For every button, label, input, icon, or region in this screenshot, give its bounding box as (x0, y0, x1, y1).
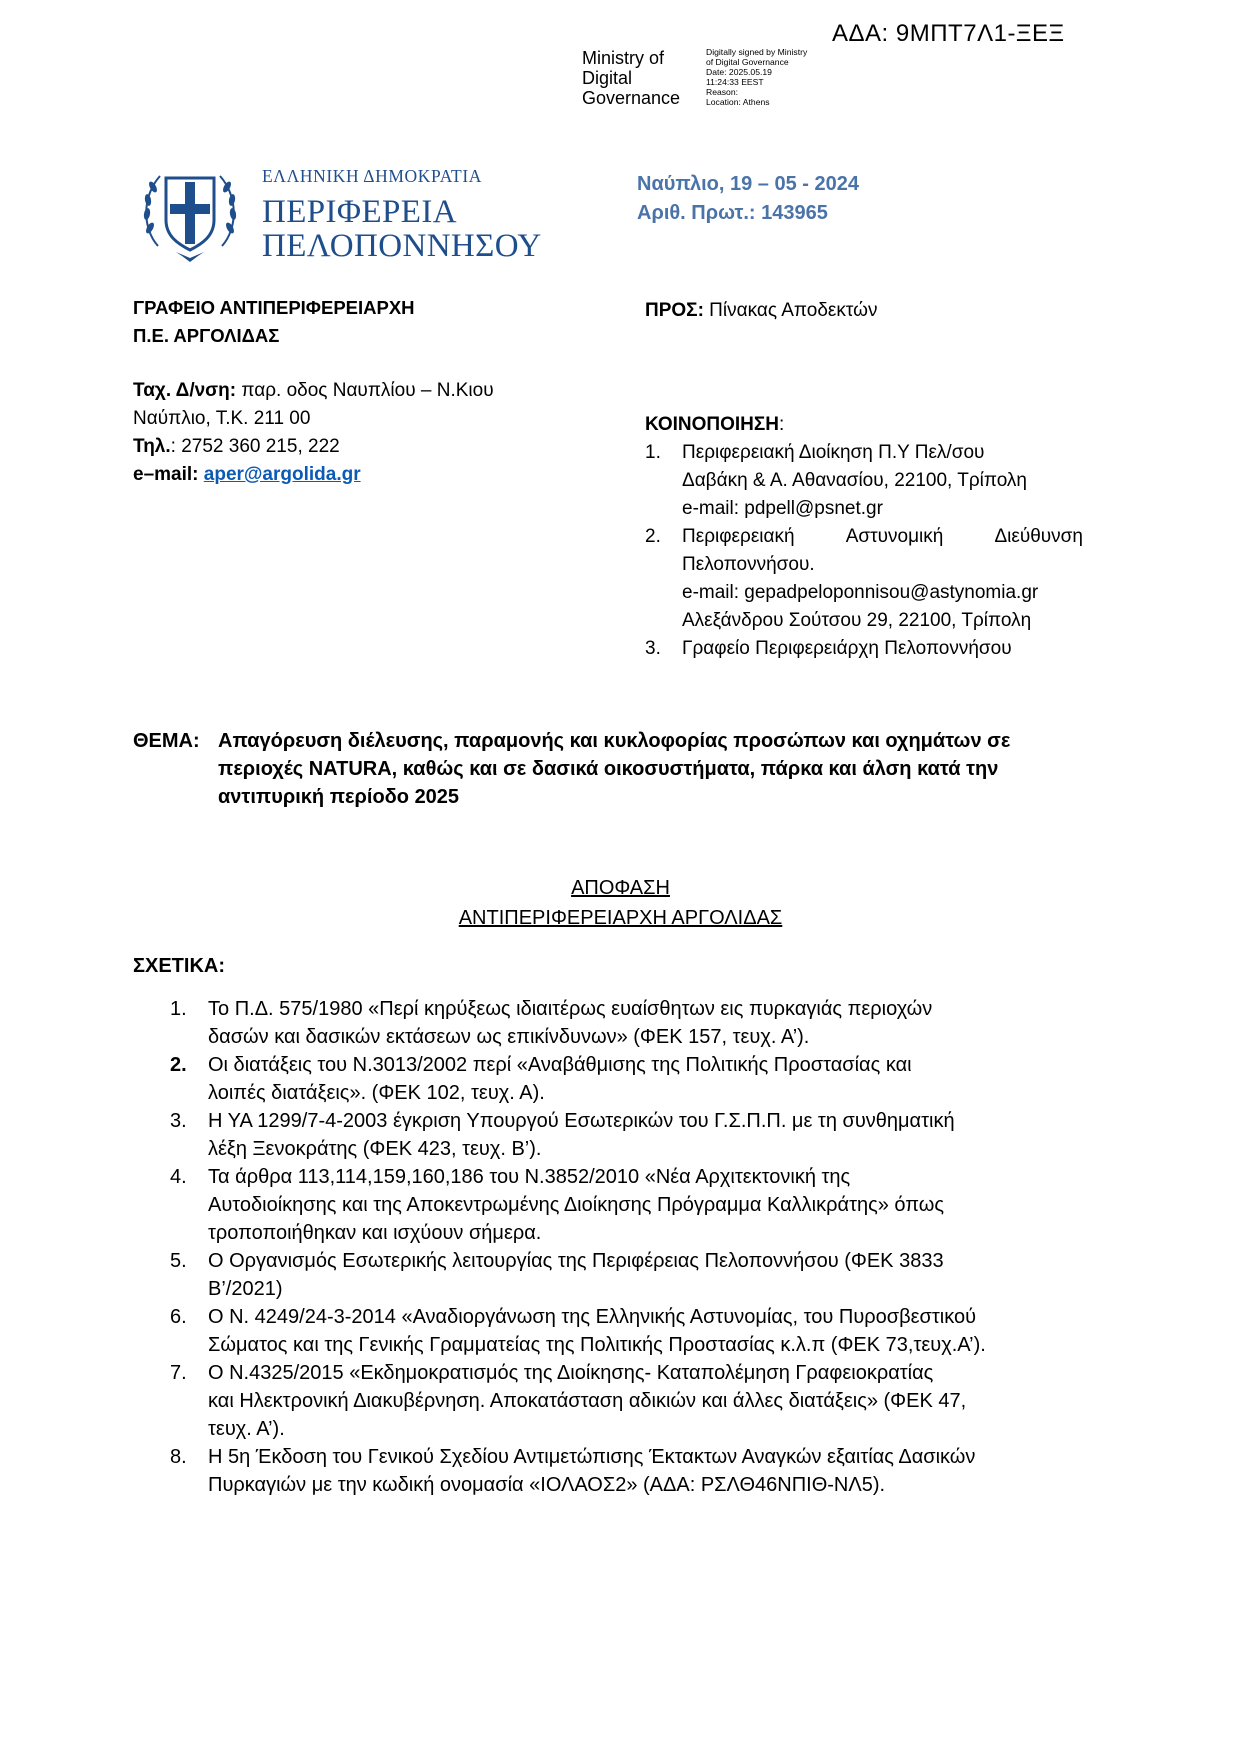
cc-item-line (682, 523, 1083, 551)
related-item-line: Ο Ν. 4249/24-3-2014 «Αναδιοργάνωση της Ελληνικής Αστυνομίας, του Πυροσβεστικού (208, 1306, 977, 1328)
related-item-line: Οι διατάξεις του Ν.3013/2002 περί «Αναβάθμισης της Πολιτικής Προστασίας και (208, 1054, 912, 1076)
signature-org-line: Digital (582, 68, 633, 88)
related-item (170, 1051, 1103, 1107)
signature-org-line: Governance (582, 88, 681, 108)
city-row: Ναύπλιο, Τ.Κ. 211 00 (133, 408, 311, 429)
phone-row (133, 433, 494, 461)
pros-value: Πίνακας Αποδεκτών (703, 300, 878, 321)
related-item-line: Ο Ν.4325/2015 «Εκδημοκρατισμός της Διοίκησης- Καταπολέμηση Γραφειοκρατίας (208, 1362, 934, 1384)
cc-word: Αστυνομική (845, 526, 944, 547)
related-item-line: τροποποιήθηκαν και ισχύουν σήμερα. (208, 1222, 542, 1244)
related-item-line: Τα άρθρα 113,114,159,160,186 του Ν.3852/2010 «Νέα Αρχιτεκτονική της (208, 1166, 851, 1188)
subject-block (133, 727, 1093, 811)
related-item-line: Η 5η Έκδοση του Γενικού Σχεδίου Αντιμετώπισης Έκτακτων Αναγκών εξαιτίας Δασικών (208, 1446, 976, 1468)
greek-emblem-icon (136, 158, 244, 266)
related-item-line: Β’/2021) (208, 1278, 283, 1300)
related-item-number: 8. (170, 1446, 187, 1468)
related-item (170, 1359, 1103, 1443)
related-item (170, 995, 1103, 1051)
related-item-number: 3. (170, 1110, 187, 1132)
address-value: παρ. οδος Ναυπλίου – Ν.Κιου (236, 380, 494, 401)
decision-heading (0, 873, 1241, 933)
protocol-number: Αριθ. Πρωτ.: 143965 (637, 202, 828, 224)
related-item-line: και Ηλεκτρονική Διακυβέρνηση. Αποκατάσταση αδικιών και άλλες διατάξεις» (ΦΕΚ 47, (208, 1390, 967, 1412)
signature-org-line: Ministry of (582, 48, 665, 68)
signature-meta-line: Date: 2025.05.19 (706, 67, 772, 77)
related-item (170, 1443, 1103, 1499)
contact-block (133, 377, 494, 489)
phone-value: : 2752 360 215, 222 (170, 436, 340, 457)
signature-meta (706, 47, 807, 107)
cc-item (645, 523, 1083, 635)
related-item-line: λοιπές διατάξεις». (ΦΕΚ 102, τευχ. Α). (208, 1082, 545, 1104)
related-item (170, 1303, 1103, 1359)
cc-item-line: e-mail: gepadpeloponnisou@astynomia.gr (682, 582, 1039, 603)
decision-subtitle: ΑΝΤΙΠΕΡΙΦΕΡΕΙΑΡΧΗ ΑΡΓΟΛΙΔΑΣ (458, 907, 783, 929)
related-item-line: Πυρκαγιών με την κωδική ονομασία «ΙΟΛΑΟΣ2» (ΑΔΑ: ΡΣΛΘ46ΝΠΙΘ-ΝΛ5). (208, 1474, 886, 1496)
cc-item-number: 3. (645, 638, 661, 659)
cc-title-row (645, 411, 1083, 439)
cc-item (645, 635, 1083, 663)
related-item-number: 6. (170, 1306, 187, 1328)
email-link[interactable]: aper@argolida.gr (203, 464, 361, 485)
org-line-1: ΕΛΛΗΝΙΚΗ ΔΗΜΟΚΡΑΤΙΑ (262, 166, 482, 186)
related-item-line: δασών και δασικών εκτάσεων ως επικίνδυνων» (ΦΕΚ 157, τευχ. Α’). (208, 1026, 810, 1048)
subject-line: περιοχές NATURA, καθώς και σε δασικά οικοσυστήματα, πάρκα και άλση κατά την (218, 758, 999, 780)
address-row (133, 377, 494, 405)
cc-block (645, 411, 1083, 663)
signature-org (582, 48, 680, 108)
related-item-number: 7. (170, 1362, 187, 1384)
cc-item-line: Αλεξάνδρου Σούτσου 29, 22100, Τρίπολη (682, 610, 1032, 631)
org-line-3: ΠΕΛΟΠΟΝΝΗΣΟΥ (262, 228, 542, 264)
related-item-number: 5. (170, 1250, 187, 1272)
cc-colon: : (779, 414, 785, 435)
related-item-line: Αυτοδιοίκησης και της Αποκεντρωμένης Διοίκησης Πρόγραμμα Καλλικράτης» όπως (208, 1194, 945, 1216)
email-label: e–mail: (133, 464, 204, 485)
subject-line: αντιπυρική περίοδο 2025 (218, 786, 460, 808)
related-item (170, 1247, 1103, 1303)
subject-label: ΘΕΜΑ: (133, 730, 200, 752)
org-line-2: ΠΕΡΙΦΕΡΕΙΑ (262, 194, 457, 230)
related-heading: ΣΧΕΤΙΚΑ: (133, 955, 226, 977)
cc-word: Περιφερειακή (682, 526, 795, 547)
subject-line: Απαγόρευση διέλευσης, παραμονής και κυκλοφορίας προσώπων και οχημάτων σε (218, 730, 1011, 752)
office-line-2: Π.Ε. ΑΡΓΟΛΙΔΑΣ (133, 325, 280, 346)
cc-item-line: Γραφείο Περιφερειάρχη Πελοποννήσου (682, 638, 1012, 659)
recipient-line (645, 297, 877, 325)
cc-item (645, 439, 1083, 523)
cc-item-number: 2. (645, 526, 661, 547)
related-item-number: 4. (170, 1166, 187, 1188)
signature-meta-line: of Digital Governance (706, 57, 789, 67)
office-line-1: ΓΡΑΦΕΙΟ ΑΝΤΙΠΕΡΙΦΕΡΕΙΑΡΧΗ (133, 297, 415, 318)
phone-label: Τηλ. (133, 436, 171, 457)
cc-item-line: Πελοποννήσου. (682, 554, 815, 575)
issuing-office (133, 294, 415, 350)
related-item-number: 2. (170, 1054, 187, 1076)
related-item-number: 1. (170, 998, 187, 1020)
related-item-line: Το Π.Δ. 575/1980 «Περί κηρύξεως ιδιαιτέρως ευαίσθητων εις πυρκαγιάς περιοχών (208, 998, 933, 1020)
cc-item-line: Περιφερειακή Διοίκηση Π.Υ Πελ/σου (682, 442, 985, 463)
related-item (170, 1107, 1103, 1163)
signature-meta-line: 11:24:33 EEST (706, 77, 764, 87)
related-item-line: λέξη Ξενοκράτης (ΦΕΚ 423, τευχ. Β’). (208, 1138, 542, 1160)
signature-meta-line: Digitally signed by Ministry (706, 47, 808, 57)
signature-meta-line: Location: Athens (706, 97, 770, 107)
document-date: Ναύπλιο, 19 – 05 - 2024 (637, 173, 859, 195)
related-item-line: Σώματος και της Γενικής Γραμματείας της Πολιτικής Προστασίας κ.λ.π (ΦΕΚ 73,τευχ.Α’). (208, 1334, 986, 1356)
date-block (637, 170, 859, 228)
pros-label: ΠΡΟΣ: (645, 300, 704, 321)
ada-code: ΑΔΑ: 9ΜΠΤ7Λ1-ΞΕΞ (832, 20, 1065, 47)
related-item-line: Ο Οργανισμός Εσωτερικής λειτουργίας της Περιφέρειας Πελοποννήσου (ΦΕΚ 3833 (208, 1250, 944, 1272)
decision-title: ΑΠΟΦΑΣΗ (571, 877, 670, 899)
related-list (170, 995, 1103, 1499)
cc-title: ΚΟΙΝΟΠΟΙΗΣΗ (645, 414, 780, 435)
cc-item-line: e-mail: pdpell@psnet.gr (682, 498, 883, 519)
related-item (170, 1163, 1103, 1247)
organization-title (262, 166, 542, 263)
email-row (133, 461, 494, 489)
subject-text (218, 727, 1093, 811)
cc-item-number: 1. (645, 442, 661, 463)
related-item-line: τευχ. Α’). (208, 1418, 285, 1440)
cc-word: Διεύθυνση (994, 526, 1083, 547)
cc-item-line: Δαβάκη & Α. Αθανασίου, 22100, Τρίπολη (682, 470, 1027, 491)
address-label: Ταχ. Δ/νση: (133, 380, 237, 401)
related-item-line: Η ΥΑ 1299/7-4-2003 έγκριση Υπουργού Εσωτερικών του Γ.Σ.Π.Π. με τη συνθηματική (208, 1110, 955, 1132)
signature-meta-line: Reason: (706, 87, 739, 97)
